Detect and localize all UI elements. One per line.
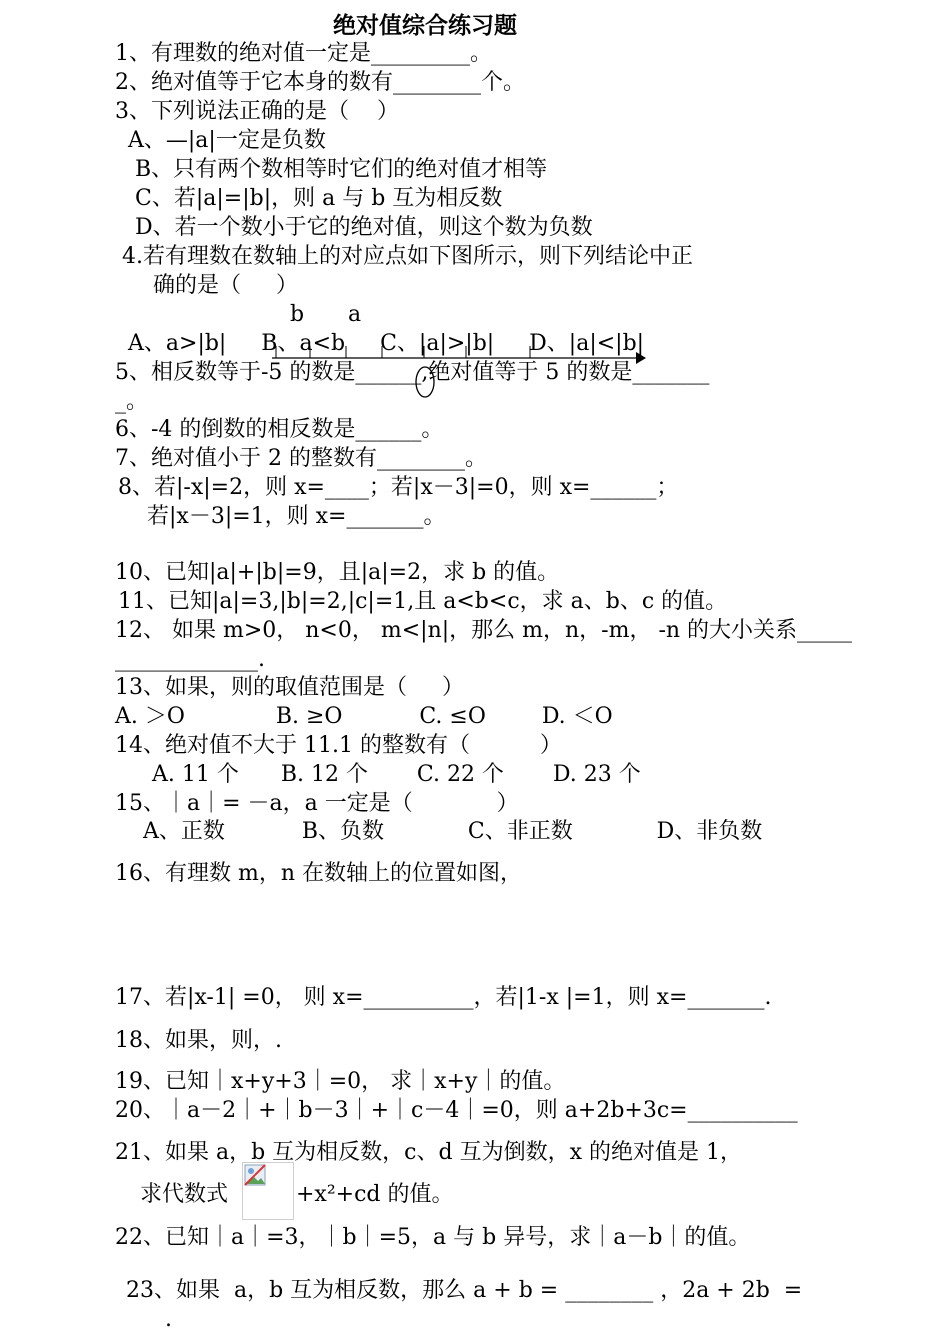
- question-13-options: A. ＞O B. ≥O C. ≤O D. ＜O: [115, 704, 613, 729]
- question-16: 16、有理数 m，n 在数轴上的位置如图，: [115, 861, 523, 886]
- question-22: 22、已知｜a｜=3，｜b｜=5，a 与 b 异号，求｜a－b｜的值。: [115, 1225, 751, 1250]
- question-18: 18、如果，则，.: [115, 1028, 282, 1053]
- question-15: 15、｜a｜= －a，a 一定是（ ）: [115, 791, 519, 816]
- question-5: 5、相反数等于-5 的数是______,绝对值等于 5 的数是_______: [115, 360, 710, 385]
- question-7: 7、绝对值小于 2 的整数有________。: [115, 446, 487, 471]
- question-19: 19、已知｜x+y+3｜=0， 求｜x+y｜的值。: [115, 1069, 566, 1094]
- question-17: 17、若|x-1| =0， 则 x=__________，若|1-x |=1，则 x=_______.: [115, 985, 772, 1010]
- question-14-options: A. 11 个 B. 12 个 C. 22 个 D. 23 个: [152, 762, 641, 787]
- number-line-label-b: b: [290, 302, 305, 327]
- question-4-cont: 确的是（ ）: [153, 273, 298, 298]
- question-1: 1、有理数的绝对值一定是_________。: [115, 41, 492, 66]
- question-2: 2、绝对值等于它本身的数有________个。: [115, 70, 525, 95]
- number-line-label-a: a: [348, 302, 362, 327]
- question-8-cont: 若|x－3|=1，则 x=_______。: [147, 504, 446, 529]
- question-11: 11、已知|a|=3,|b|=2,|c|=1,且 a<b<c，求 a、b、c 的值。: [118, 589, 728, 614]
- question-12: 12、 如果 m>0， n<0， m<|n|，那么 m，n，-m， -n 的大小关系_____: [115, 618, 853, 643]
- question-10: 10、已知|a|+|b|=9，且|a|=2，求 b 的值。: [115, 560, 560, 585]
- question-21-cont-prefix: 求代数式: [140, 1182, 229, 1207]
- question-6: 6、-4 的倒数的相反数是______。: [115, 417, 444, 442]
- question-5-cont: _。: [115, 389, 149, 414]
- question-3-option-d: D、若一个数小于它的绝对值，则这个数为负数: [135, 215, 593, 240]
- broken-image-placeholder: [242, 1162, 294, 1220]
- question-23-cont: .: [165, 1307, 172, 1332]
- question-3-option-a: A、—|a|一定是负数: [128, 128, 326, 153]
- question-4-options: A、a>|b| B、a<b C、|a|>|b| D、|a|<|b|: [128, 331, 645, 356]
- question-21-cont-suffix: +x²+cd 的值。: [296, 1182, 454, 1207]
- question-20: 20、｜a－2｜+｜b－3｜+｜c－4｜=0，则 a+2b+3c=__________: [115, 1098, 798, 1123]
- question-12-cont: _____________.: [115, 647, 265, 672]
- question-3-option-b: B、只有两个数相等时它们的绝对值才相等: [135, 157, 548, 182]
- question-21: 21、如果 a，b 互为相反数，c、d 互为倒数，x 的绝对值是 1，: [115, 1140, 742, 1165]
- question-3-option-c: C、若|a|=|b|，则 a 与 b 互为相反数: [135, 186, 503, 211]
- question-13: 13、如果，则的取值范围是（ ）: [115, 675, 464, 700]
- question-4: 4.若有理数在数轴上的对应点如下图所示，则下列结论中正: [122, 244, 693, 269]
- question-15-options: A、正数 B、负数 C、非正数 D、非负数: [143, 819, 763, 844]
- broken-image-icon: [243, 1163, 269, 1189]
- question-8: 8、若|-x|=2，则 x=____；若|x－3|=0，则 x=______；: [118, 475, 679, 500]
- question-3: 3、下列说法正确的是（ ）: [115, 99, 399, 124]
- page-title: 绝对值综合练习题: [333, 12, 517, 39]
- question-23: 23、如果 a，b 互为相反数，那么 a + b = ________ ，2a + 2b =: [126, 1278, 803, 1303]
- question-14: 14、绝对值不大于 11.1 的整数有（ ）: [115, 733, 562, 758]
